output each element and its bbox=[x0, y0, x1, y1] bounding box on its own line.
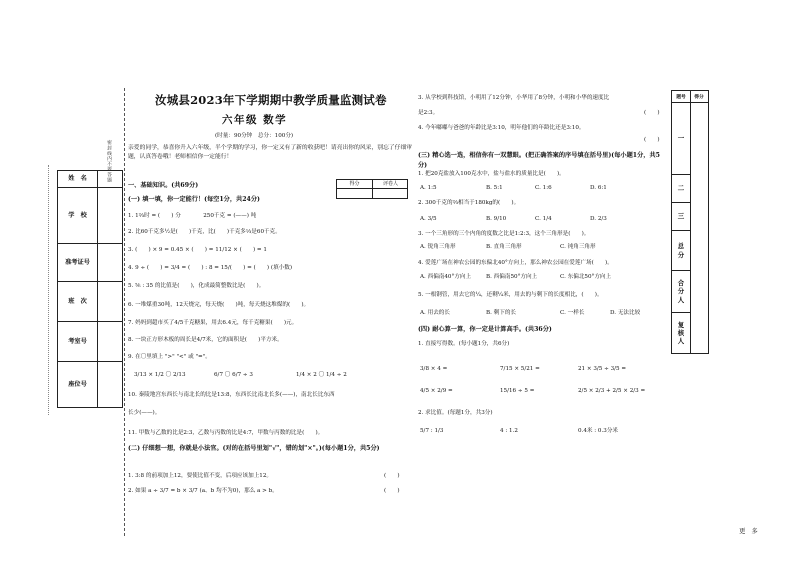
info-label: 座位号 bbox=[58, 362, 98, 407]
calc-instruction: 1. 直接写得数。(每小题1分，共6分) bbox=[418, 341, 510, 347]
info-row-exam-id bbox=[58, 244, 122, 282]
info-label: 准考证号 bbox=[58, 244, 98, 281]
choice-2: 2. 300千克的⅔相当于180kg的( )。 bbox=[418, 200, 520, 206]
choice-option[interactable]: D. 2/3 bbox=[590, 216, 607, 222]
judge-answer-paren[interactable]: ( ) bbox=[644, 110, 660, 116]
section-title: 一、基础知识。(共69分) bbox=[128, 182, 199, 189]
choice-3: 3. 一个三角形的三个内角的度数之比是1:2:3，这个三角形是( )。 bbox=[418, 231, 590, 237]
binding-scribble bbox=[48, 165, 51, 415]
question-9: 9. 在〇里填上 ">" "<" 或 "="。 bbox=[128, 354, 211, 360]
ratio-item: 4 : 1.2 bbox=[500, 428, 518, 434]
score-box-cell[interactable] bbox=[337, 189, 373, 199]
score-box-label: 评卷人 bbox=[373, 180, 408, 189]
calc-item: 4/5 × 2/9 = bbox=[420, 388, 453, 394]
calc-item: 7/15 × 5/21 = bbox=[500, 366, 540, 372]
compare-item: 3/13 × 1/2 〇 2/13 bbox=[134, 372, 186, 378]
choice-option[interactable]: C. 1/4 bbox=[535, 216, 552, 222]
compare-item: 1/4 × 2 〇 1/4 ÷ 2 bbox=[296, 372, 347, 378]
exam-title: 汝城县2023年下学期期中教学质量监测试卷 bbox=[155, 93, 387, 107]
choice-option[interactable]: A. 1:5 bbox=[420, 185, 437, 191]
info-row-name bbox=[58, 171, 122, 188]
choice-option[interactable]: D. 6:1 bbox=[590, 185, 607, 191]
choice-option[interactable]: A. 锐角三角形 bbox=[420, 244, 456, 250]
question-4: 4. 9 ÷ ( ) = 3/4 = ( ) : 8 = 15/( ) = ( ) (填小数) bbox=[128, 265, 293, 271]
choice-option[interactable]: C. 东偏北50°方向上 bbox=[560, 274, 612, 280]
judge-3: 3. 从学校到科技馆，小明用了12分钟，小华用了8分钟，小明和小华的速度比 bbox=[418, 95, 610, 101]
info-label: 考室号 bbox=[58, 322, 98, 361]
judge-answer-paren[interactable]: ( ) bbox=[644, 137, 660, 143]
table-row-label: 一 bbox=[672, 103, 690, 175]
info-label: 姓 名 bbox=[58, 171, 98, 187]
choice-option[interactable]: C. 钝角三角形 bbox=[560, 244, 596, 250]
calc-item: 15/16 ÷ 5 = bbox=[500, 388, 535, 394]
compare-item: 6/7 〇 6/7 ÷ 3 bbox=[214, 372, 253, 378]
choice-5: 5. 一根钢管，用去它的¼，还剩¼米，用去的与剩下的长度相比，( )。 bbox=[418, 292, 603, 298]
choice-option[interactable]: A. 3/5 bbox=[420, 216, 437, 222]
table-row-label: 复 核 人 bbox=[677, 320, 685, 346]
calc-instruction: 2. 求比值。(每题1分，共3分) bbox=[418, 410, 493, 416]
table-divider bbox=[690, 91, 691, 353]
choice-option[interactable]: B. 直角三角形 bbox=[486, 244, 522, 250]
ratio-item: 0.4米 : 0.3分米 bbox=[578, 428, 619, 434]
question-11: 11. 甲数与乙数的比是2:3，乙数与丙数的比是4:7，甲数与丙数的比是( )。 bbox=[128, 430, 324, 436]
table-head: 题号 bbox=[672, 91, 690, 103]
part-title: (三) 精心选一选，相信你有一双慧眼。(把正确答案的序号填在括号里)(每小题1分，共5分) bbox=[418, 152, 660, 169]
question-6: 6. 一堆煤重30吨，12天烧完，每天烧( )吨，每天烧这堆煤的( )。 bbox=[128, 302, 310, 308]
student-info-table bbox=[57, 170, 123, 408]
exam-intro: 亲爱的同学，恭喜你升入六年级，半个学期的学习，你一定又有了新的收获吧！请亮出你的风采，别忘了仔细审题，认真答卷哦！老师相信你一定能行！ bbox=[128, 145, 413, 160]
question-2: 2. 比60千克多½是( )千克，比( )千克多⅓是60千克。 bbox=[128, 229, 281, 235]
score-box-label: 得分 bbox=[337, 180, 373, 189]
info-row-class bbox=[58, 282, 122, 322]
info-row-room bbox=[58, 322, 122, 362]
choice-option[interactable]: A. 西偏南40°方向上 bbox=[420, 274, 472, 280]
choice-option[interactable]: B. 剩下的长 bbox=[486, 310, 517, 316]
table-head: 得分 bbox=[690, 91, 708, 103]
question-1: 1. 1⅔时 = ( ) 分 250千克 = (——) 吨 bbox=[128, 213, 257, 219]
seal-dashed-line bbox=[124, 88, 125, 536]
choice-1: 1. 把20克盐放入100克水中，盐与盐水的质量比是( )。 bbox=[418, 171, 565, 177]
more-footer: 更 多 bbox=[739, 527, 760, 535]
score-summary-table bbox=[671, 90, 709, 354]
table-row-label: 合 分 人 bbox=[672, 271, 690, 313]
table-row-label: 总 分 bbox=[672, 231, 690, 271]
info-row-seat bbox=[58, 362, 122, 407]
choice-option[interactable]: C. 一样长 bbox=[560, 310, 585, 316]
question-10-cont: 长少(——)。 bbox=[128, 410, 161, 416]
choice-option[interactable]: D. 无法比较 bbox=[610, 310, 641, 316]
table-row-label: 三 bbox=[672, 203, 690, 231]
question-7: 7. 妈妈到超市买了4/5千克糖果，用去6.4元，每千克糖果( )元。 bbox=[128, 320, 298, 326]
question-8: 8. 一块正方形木板的周长是4/7米，它的面积是( )平方米。 bbox=[128, 337, 283, 343]
judge-4: 4. 今年嘟嘟与爸爸的年龄比是3:10，明年他们的年龄比还是3:10。 bbox=[418, 125, 585, 131]
section-score-box bbox=[336, 179, 408, 199]
judge-1: 1. 3:8 的前项加上12，要使比值不变，后项应该加上12。 bbox=[128, 473, 273, 479]
part-title: (二) 仔细想一想，你就是小法官。(对的在括号里划"√"，错的划"×"。)(每小题1分，共5分) bbox=[128, 445, 380, 452]
calc-item: 21 × 3/5 ÷ 3/5 = bbox=[578, 366, 627, 372]
question-5: 5. ⅚ : 35 的比值是( )，化成最简整数比是( )。 bbox=[128, 283, 265, 289]
judge-answer-paren[interactable]: ( ) bbox=[384, 473, 400, 479]
exam-meta: (时量：90分钟 总分：100分) bbox=[215, 133, 294, 139]
calc-item: 3/8 × 4 = bbox=[420, 366, 448, 372]
choice-option[interactable]: A. 用去的长 bbox=[420, 310, 450, 316]
part-title: (四) 耐心算一算，你一定是计算高手。(共36分) bbox=[418, 326, 552, 333]
table-row-label: 二 bbox=[672, 175, 690, 203]
choice-option[interactable]: B. 9/10 bbox=[486, 216, 507, 222]
choice-option[interactable]: C. 1:6 bbox=[535, 185, 552, 191]
part-title: (一) 填一填，你一定能行！(每空1分，共24分) bbox=[128, 196, 260, 203]
info-label: 学 校 bbox=[58, 188, 98, 243]
question-3: 3. ( ) × 9 = 0.45 × ( ) = 11/12 × ( ) = 1 bbox=[128, 247, 267, 253]
info-row-school bbox=[58, 188, 122, 244]
info-label: 班 次 bbox=[58, 282, 98, 321]
ratio-item: 5/7 : 1/3 bbox=[420, 428, 444, 434]
calc-item: 2/5 × 2/3 + 2/5 × 2/3 = bbox=[578, 388, 646, 394]
choice-4: 4. 爱莲广场在神农公园的东偏北40°方向上，那么神农公园在爱莲广场( )。 bbox=[418, 260, 613, 266]
choice-option[interactable]: B. 5:1 bbox=[486, 185, 503, 191]
exam-subtitle: 六年级 数学 bbox=[222, 114, 288, 126]
judge-answer-paren[interactable]: ( ) bbox=[384, 488, 400, 494]
question-10: 10. 秦陵地宫东西长与南北长的比是13:8，东西长比南北长多(——)，南北长比东西 bbox=[128, 392, 335, 398]
judge-2: 2. 如果 a ÷ 3/7 = b × 3/7 (a、b 均不为0)，那么 a > b。 bbox=[128, 488, 278, 494]
judge-3-cont: 是2:3。 bbox=[418, 110, 439, 116]
choice-option[interactable]: B. 西偏南50°方向上 bbox=[486, 274, 538, 280]
seal-notice: 密封线内不要答题 bbox=[106, 140, 111, 183]
